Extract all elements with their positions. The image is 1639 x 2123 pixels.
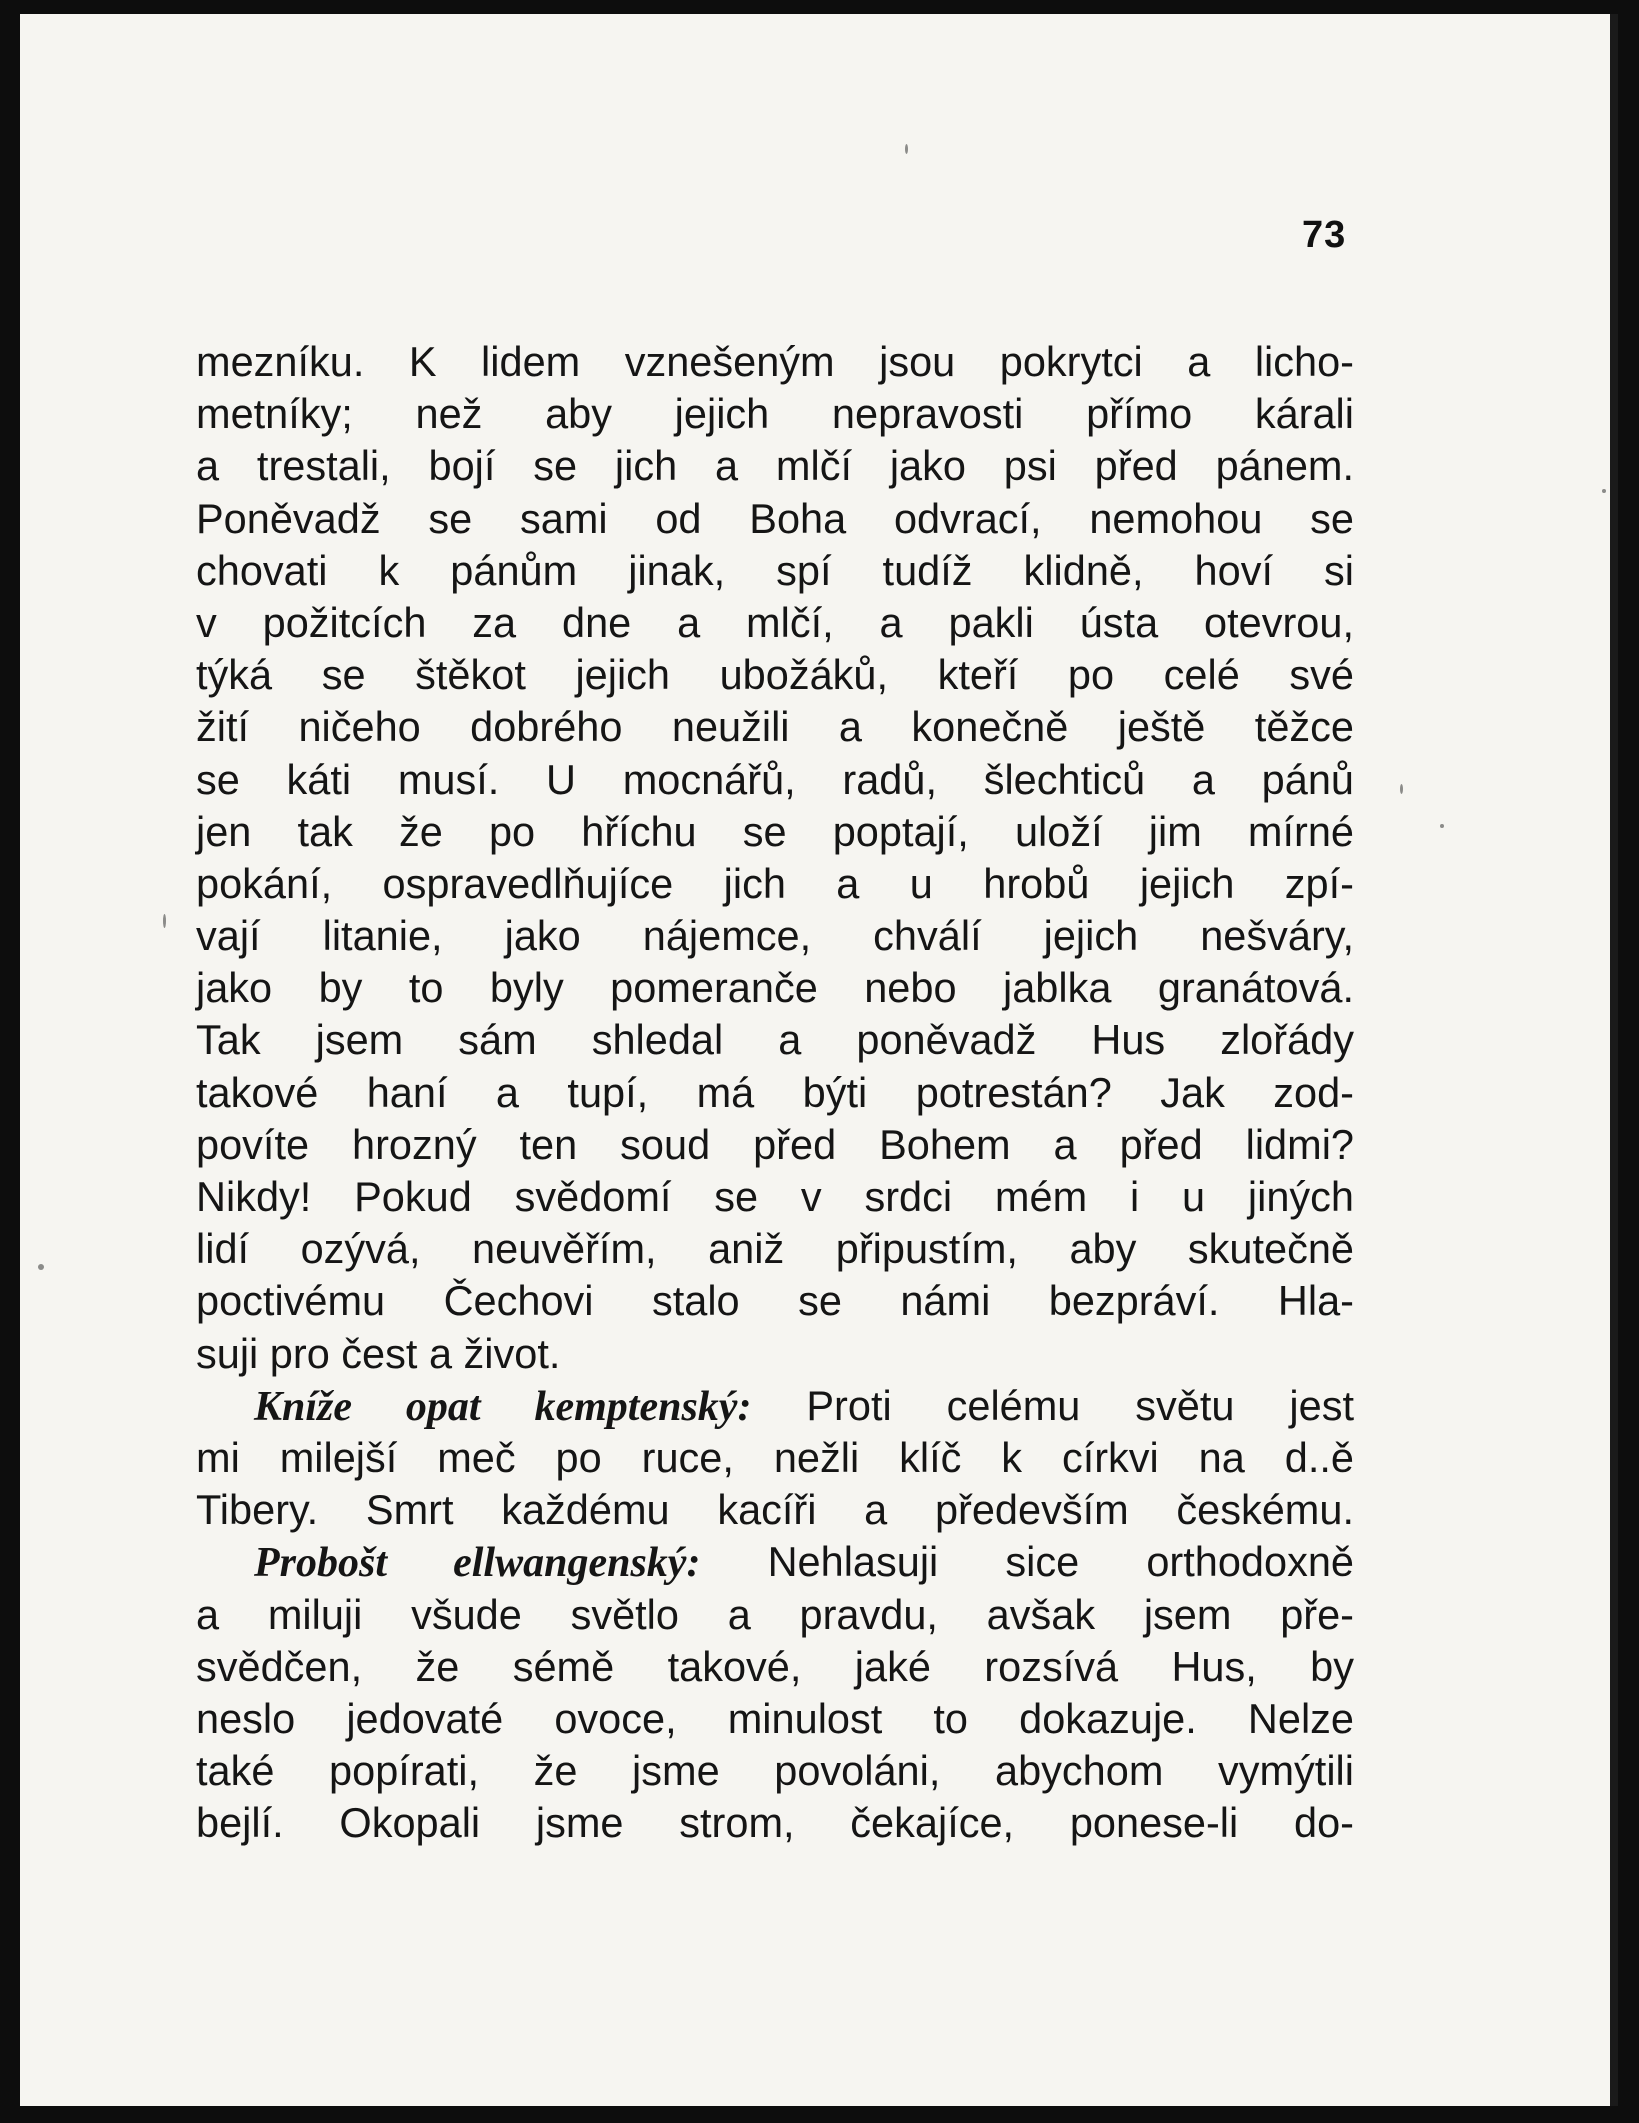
text-line: a trestali, bojí se jich a mlčí jako psi před pánem. [196,442,1354,490]
text-line: mi milejší meč po ruce, nežli klíč k církvi na d..ě [196,1433,1354,1481]
text-line: vají litanie, jako nájemce, chválí jejich nešváry, [196,912,1354,960]
speech-text: Nehlasuji sice orthodoxně [767,1538,1354,1586]
text-line: a miluji všude světlo a pravdu, avšak jsem pře- [196,1590,1354,1638]
text-line: metníky; než aby jejich nepravosti přímo kárali [196,390,1354,438]
book-page [20,14,1618,2106]
text-line: Tak jsem sám shledal a poněvadž Hus zlořády [196,1016,1354,1064]
text-line: také popírati, že jsme povoláni, abychom vymýtili [196,1747,1354,1795]
speaker-line [196,1536,1354,1588]
text-line: chovati k pánům jinak, spí tudíž klidně, hoví si [196,546,1354,594]
scan-speck [38,1264,44,1270]
page-number: 73 [1302,214,1347,256]
text-line: Poněvadž se sami od Boha odvrací, nemohou se [196,494,1354,542]
scan-speck [1440,824,1444,828]
text-line: takové haní a tupí, má býti potrestán? Jak zod- [196,1068,1354,1116]
text-line: se káti musí. U mocnářů, radů, šlechticů a pánů [196,755,1354,803]
speaker-name: Probošt ellwangenský: [254,1540,701,1587]
text-line: Tibery. Smrt každému kacíři a především českému. [196,1486,1354,1534]
text-line: poctivému Čechovi stalo se námi bezpráví. Hla- [196,1277,1354,1325]
text-line: týká se štěkot jejich ubožáků, kteří po celé své [196,651,1354,699]
text-line: jen tak že po hříchu se poptají, uloží jim mírné [196,807,1354,855]
text-line: pokání, ospravedlňujíce jich a u hrobů jejich zpí- [196,859,1354,907]
text-line: povíte hrozný ten soud před Bohem a před lidmi? [196,1120,1354,1168]
text-line: bejlí. Okopali jsme strom, čekajíce, ponese-li do- [196,1799,1354,1847]
text-line: v požitcích za dne a mlčí, a pakli ústa otevrou, [196,598,1354,646]
scan-speck [1602,489,1606,493]
speaker-line [196,1380,1354,1432]
text-line: mezníku. K lidem vznešeným jsou pokrytci a licho- [196,338,1354,385]
speech-text: Proti celému světu jest [806,1381,1354,1429]
text-line: Nikdy! Pokud svědomí se v srdci mém i u jiných [196,1173,1354,1220]
text-line: suji pro čest a život. [196,1329,561,1377]
text-line: jako by to byly pomeranče nebo jablka granátová. [196,964,1354,1012]
text-line: neslo jedovaté ovoce, minulost to dokazuje. Nelze [196,1694,1354,1742]
scan-speck [1400,784,1403,794]
text-line: lidí ozývá, neuvěřím, aniž připustím, aby skutečně [196,1225,1354,1273]
speaker-name: Kníže opat kemptenský: [254,1383,752,1430]
body-text [196,336,1354,1849]
scan-speck [905,144,908,154]
text-line: svědčen, že sémě takové, jaké rozsívá Hus, by [196,1642,1354,1690]
scan-speck [163,914,166,928]
text-line: žití ničeho dobrého neužili a konečně ještě těžce [196,703,1354,751]
